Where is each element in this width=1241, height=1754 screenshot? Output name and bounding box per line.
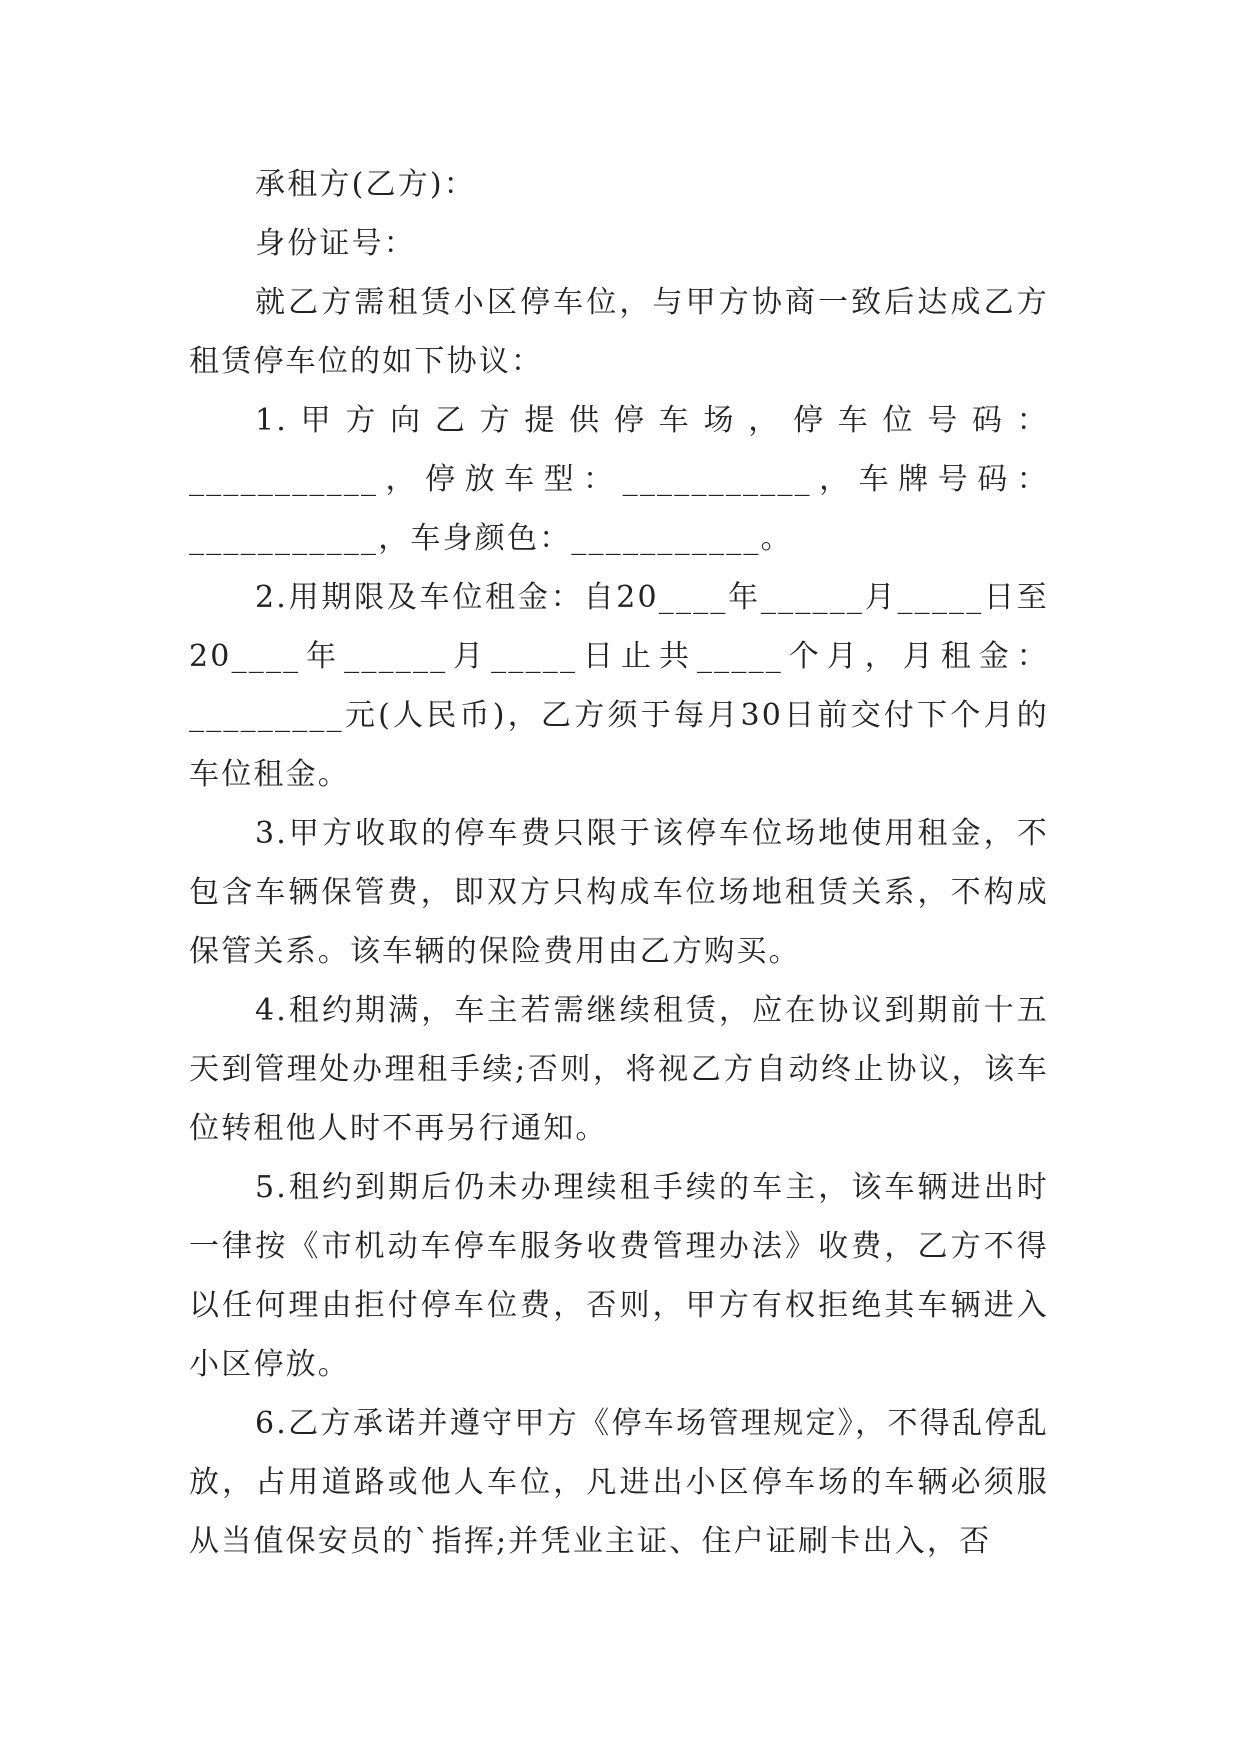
clause-3: 3.甲方收取的停车费只限于该停车位场地使用租金，不包含车辆保管费，即双方只构成车位场地租赁关系，不构成保管关系。该车辆的保险费用由乙方购买。 bbox=[189, 816, 1049, 969]
clause-4: 4.租约期满，车主若需继续租赁，应在协议到期前十五天到管理处办理租手续;否则，将视乙方自动终止协议，该车位转租他人时不再另行通知。 bbox=[189, 993, 1049, 1146]
paragraph-lessee: 承租方(乙方)： bbox=[255, 167, 477, 202]
paragraph-preamble: 就乙方需租赁小区停车位，与甲方协商一致后达成乙方租赁停车位的如下协议： bbox=[189, 285, 1049, 379]
clause-5: 5.租约到期后仍未办理续租手续的车主，该车辆进出时一律按《市机动车停车服务收费管理办法》收费，乙方不得以任何理由拒付停车位费，否则，甲方有权拒绝其车辆进入小区停放。 bbox=[189, 1170, 1049, 1382]
clause-1: 1.甲方向乙方提供停车场，停车位号码：___________，停放车型：___________，车牌号码：___________，车身颜色：___________。 bbox=[189, 403, 1049, 556]
paragraph-id-number: 身份证号： bbox=[255, 226, 416, 261]
clause-6: 6.乙方承诺并遵守甲方《停车场管理规定》，不得乱停乱放，占用道路或他人车位，凡进出小区停车场的车辆必须服从当值保安员的`指挥;并凭业主证、住户证刷卡出入，否 bbox=[189, 1406, 1049, 1559]
document-body bbox=[189, 155, 1049, 1571]
clause-2: 2.用期限及车位租金：自20____年______月_____日至20____年______月_____日止共_____个月，月租金：_________元(人民币)，乙方须于每月30日前交付下个月的车位租金。 bbox=[189, 580, 1049, 792]
